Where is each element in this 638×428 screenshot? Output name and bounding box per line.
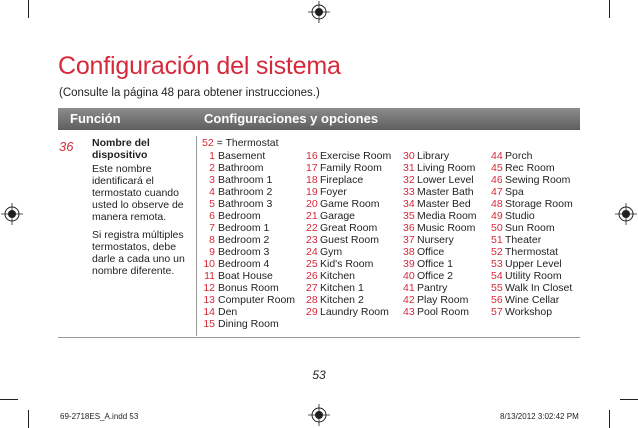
option-item (491, 306, 573, 318)
option-label: Bedroom (218, 210, 261, 222)
option-item (306, 258, 391, 270)
option-label: Nursery (417, 234, 454, 246)
option-item (403, 306, 477, 318)
option-number: 16 (306, 150, 318, 162)
option-label: Pantry (417, 282, 448, 294)
option-number: 19 (306, 186, 318, 198)
option-label: Kitchen (320, 270, 356, 282)
option-number: 32 (403, 174, 415, 186)
option-number: 21 (306, 210, 318, 222)
option-number: 20 (306, 198, 318, 210)
option-number: 44 (491, 150, 503, 162)
option-item (306, 222, 391, 234)
footer-timestamp: 8/13/2012 3:02:42 PM (500, 412, 579, 421)
option-number: 17 (306, 162, 318, 174)
option-label: Game Room (320, 198, 380, 210)
option-number: 37 (403, 234, 415, 246)
option-item (202, 246, 295, 258)
option-item (306, 186, 391, 198)
option-item (491, 282, 573, 294)
option-label: Library (417, 150, 450, 162)
option-item (202, 186, 295, 198)
option-label: Bathroom 3 (218, 198, 273, 210)
page-subtitle: (Consulte la página 48 para obtener instrucciones.) (59, 87, 320, 99)
option-item (306, 282, 391, 294)
option-item (306, 294, 391, 306)
option-number: 36 (403, 222, 415, 234)
table-bottom-rule (58, 337, 580, 338)
option-number: 54 (491, 270, 503, 282)
option-label: Spa (505, 186, 524, 198)
options-column-1 (202, 150, 295, 330)
option-item (491, 294, 573, 306)
registration-mark-right-icon (615, 203, 637, 225)
option-item (491, 186, 573, 198)
option-label: Bathroom (218, 162, 264, 174)
registration-mark-bottom-icon (308, 404, 330, 426)
option-label: Porch (505, 150, 533, 162)
option-item (306, 162, 391, 174)
option-label: Bedroom 4 (218, 258, 270, 270)
option-label: Office 2 (417, 270, 453, 282)
page-number: 53 (312, 368, 326, 382)
option-number: 34 (403, 198, 415, 210)
crop-mark-right-bottom (620, 399, 638, 400)
default-label: = Thermostat (216, 137, 279, 149)
option-number: 15 (203, 318, 215, 330)
option-item (491, 210, 573, 222)
option-label: Sun Room (505, 222, 555, 234)
option-number: 5 (209, 198, 215, 210)
option-item (306, 306, 391, 318)
option-label: Bedroom 3 (218, 246, 270, 258)
option-label: Garage (320, 210, 356, 222)
option-number: 25 (306, 258, 318, 270)
option-item (491, 270, 573, 282)
option-number: 45 (491, 162, 503, 174)
option-label: Basement (218, 150, 266, 162)
option-item (403, 234, 477, 246)
option-number: 41 (403, 282, 415, 294)
option-number: 46 (491, 174, 503, 186)
option-item (202, 210, 295, 222)
option-label: Gym (320, 246, 343, 258)
option-item (403, 282, 477, 294)
option-number: 9 (209, 246, 215, 258)
option-label: Kitchen 1 (320, 282, 364, 294)
option-number: 53 (491, 258, 503, 270)
option-item (306, 234, 391, 246)
option-number: 11 (204, 270, 215, 282)
option-number: 43 (403, 306, 415, 318)
option-item (403, 210, 477, 222)
option-item (491, 258, 573, 270)
option-number: 48 (491, 198, 503, 210)
option-number: 1 (209, 150, 215, 162)
option-item (202, 174, 295, 186)
crop-mark-top-right (609, 0, 610, 18)
option-label: Great Room (320, 222, 378, 234)
option-item (491, 162, 573, 174)
option-label: Bedroom 1 (218, 222, 270, 234)
option-label: Exercise Room (320, 150, 392, 162)
option-item (306, 150, 391, 162)
option-label: Boat House (218, 270, 273, 282)
option-number: 57 (491, 306, 503, 318)
option-label: Kitchen 2 (320, 294, 364, 306)
option-label: Living Room (417, 162, 476, 174)
option-label: Sewing Room (505, 174, 571, 186)
option-label: Master Bed (417, 198, 471, 210)
option-item (202, 198, 295, 210)
option-label: Utility Room (505, 270, 562, 282)
option-label: Media Room (417, 210, 477, 222)
option-item (403, 186, 477, 198)
option-item (491, 174, 573, 186)
option-label: Dining Room (218, 318, 279, 330)
option-label: Guest Room (320, 234, 379, 246)
option-label: Fireplace (320, 174, 364, 186)
option-label: Bathroom 2 (218, 186, 273, 198)
option-label: Theater (505, 234, 542, 246)
option-item (202, 306, 295, 318)
option-number: 56 (491, 294, 503, 306)
option-number: 31 (403, 162, 415, 174)
option-item (202, 234, 295, 246)
option-item (306, 198, 391, 210)
option-item (491, 198, 573, 210)
option-number: 4 (209, 186, 215, 198)
option-label: Thermostat (505, 246, 559, 258)
option-item (491, 222, 573, 234)
option-number: 27 (306, 282, 318, 294)
option-item (403, 246, 477, 258)
option-label: Bonus Room (218, 282, 279, 294)
option-number: 55 (491, 282, 503, 294)
option-item (202, 150, 295, 162)
option-number: 52 (491, 246, 503, 258)
option-item (306, 174, 391, 186)
option-number: 2 (209, 162, 215, 174)
default-number: 52 (202, 137, 214, 149)
option-number: 23 (306, 234, 318, 246)
option-number: 10 (203, 258, 215, 270)
option-item (306, 210, 391, 222)
option-label: Laundry Room (320, 306, 389, 318)
options-column-4 (491, 150, 573, 318)
default-value (202, 137, 279, 149)
option-item (403, 222, 477, 234)
option-label: Workshop (505, 306, 553, 318)
option-label: Rec Room (505, 162, 555, 174)
option-item (403, 258, 477, 270)
header-options: Configuraciones y opciones (204, 111, 379, 126)
setting-description-1: Este nombre identificará el termostato cuando usted lo observe de manera remota. (92, 163, 184, 223)
option-label: Pool Room (417, 306, 469, 318)
option-number: 3 (209, 174, 215, 186)
setting-description-2: Si registra múltiples termostatos, debe darle a cada uno un nombre diferente. (92, 229, 185, 277)
header-function: Función (70, 111, 121, 126)
crop-mark-left-bottom (0, 399, 18, 400)
option-item (202, 162, 295, 174)
option-label: Wine Cellar (505, 294, 560, 306)
option-number: 6 (209, 210, 215, 222)
option-number: 18 (306, 174, 318, 186)
option-label: Master Bath (417, 186, 474, 198)
option-item (202, 270, 295, 282)
option-number: 42 (403, 294, 415, 306)
option-item (403, 270, 477, 282)
option-number: 49 (491, 210, 503, 222)
option-label: Den (218, 306, 238, 318)
option-number: 24 (306, 246, 318, 258)
option-label: Upper Level (505, 258, 562, 270)
option-number: 22 (306, 222, 318, 234)
option-item (202, 222, 295, 234)
option-label: Play Room (417, 294, 469, 306)
option-number: 13 (203, 294, 215, 306)
option-number: 38 (403, 246, 415, 258)
column-divider (196, 136, 197, 336)
option-number: 50 (491, 222, 503, 234)
option-label: Bedroom 2 (218, 234, 270, 246)
option-item (202, 282, 295, 294)
option-label: Lower Level (417, 174, 474, 186)
option-item (403, 162, 477, 174)
table-header (58, 108, 580, 130)
footer-file-info: 69-2718ES_A.indd 53 (60, 412, 139, 421)
option-item (202, 258, 295, 270)
option-label: Bathroom 1 (218, 174, 273, 186)
option-label: Foyer (320, 186, 347, 198)
option-label: Walk In Closet (505, 282, 573, 294)
option-item (202, 318, 295, 330)
option-number: 51 (491, 234, 503, 246)
crop-mark-bottom-right (609, 410, 610, 428)
option-number: 14 (203, 306, 215, 318)
option-label: Kid's Room (320, 258, 374, 270)
setting-name: Nombre del dispositivo (92, 137, 150, 161)
option-label: Music Room (417, 222, 476, 234)
option-number: 8 (209, 234, 215, 246)
registration-mark-top-icon (308, 1, 330, 23)
option-label: Family Room (320, 162, 382, 174)
option-item (306, 246, 391, 258)
option-number: 40 (403, 270, 415, 282)
option-label: Computer Room (218, 294, 296, 306)
option-item (491, 246, 573, 258)
option-number: 28 (306, 294, 318, 306)
option-number: 26 (306, 270, 318, 282)
option-item (403, 198, 477, 210)
option-item (306, 270, 391, 282)
option-label: Office (417, 246, 445, 258)
option-item (403, 174, 477, 186)
option-number: 33 (403, 186, 415, 198)
option-number: 39 (403, 258, 415, 270)
option-item (491, 150, 573, 162)
page-title: Configuración del sistema (58, 52, 341, 80)
option-number: 12 (203, 282, 215, 294)
crop-mark-bottom-left (28, 410, 29, 428)
option-number: 30 (403, 150, 415, 162)
crop-mark-top-left (28, 0, 29, 18)
option-number: 35 (403, 210, 415, 222)
option-label: Storage Room (505, 198, 573, 210)
setting-code: 36 (59, 139, 74, 154)
option-item (403, 294, 477, 306)
registration-mark-left-icon (1, 203, 23, 225)
option-label: Studio (505, 210, 535, 222)
option-number: 7 (209, 222, 215, 234)
option-label: Office 1 (417, 258, 453, 270)
option-number: 29 (306, 306, 318, 318)
option-item (202, 294, 295, 306)
option-number: 47 (491, 186, 503, 198)
options-column-2 (306, 150, 391, 318)
options-column-3 (403, 150, 477, 318)
option-item (403, 150, 477, 162)
option-item (491, 234, 573, 246)
